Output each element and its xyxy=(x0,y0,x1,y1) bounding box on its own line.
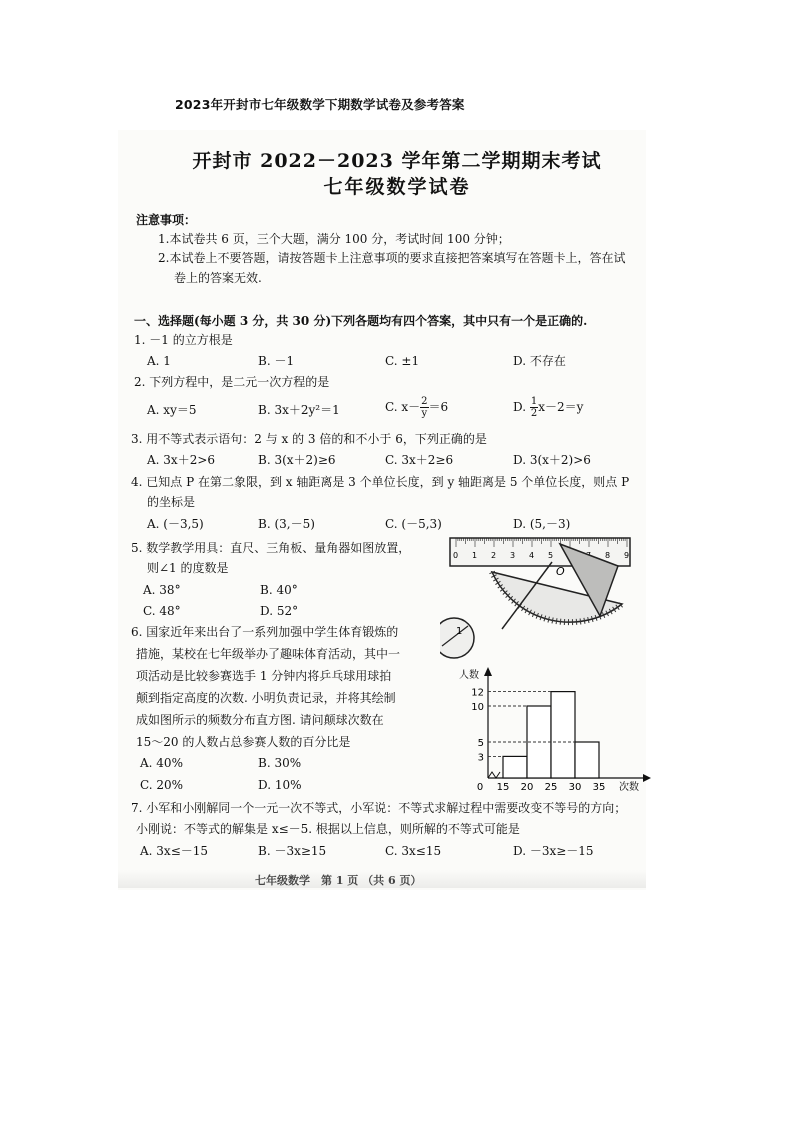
option-b: B. 40° xyxy=(260,583,298,597)
document-title: 2023年开封市七年级数学下期数学试卷及参考答案 xyxy=(175,97,465,112)
question-stem: 5. 数学教学用具：直尺、三角板、量角器如图放置， xyxy=(131,541,411,555)
option-a: A. xy＝5 xyxy=(147,403,197,417)
option-d: D. (5,－3) xyxy=(513,517,571,531)
note-item: 卷上的答案无效. xyxy=(174,271,262,285)
option-a: A. (－3,5) xyxy=(147,517,204,531)
option-c: C. 3x＋2≥6 xyxy=(385,453,454,467)
option-b: B. 3(x＋2)≥6 xyxy=(258,453,336,467)
y-tick-label: 10 xyxy=(471,702,484,713)
x-tick-label: 20 xyxy=(520,782,534,793)
option-c: C. 20% xyxy=(140,778,184,792)
x-tick-label: 35 xyxy=(592,782,606,793)
histogram-bar xyxy=(551,692,575,778)
option-a: A. 1 xyxy=(147,354,171,368)
option-b: B. －3x≥15 xyxy=(258,844,327,858)
question-stem-continued: 的坐标是 xyxy=(147,495,196,509)
y-axis-title: 人数 xyxy=(459,670,479,681)
option-d-suffix: x－2＝y xyxy=(538,400,584,414)
question-stem: 6. 国家近年来出台了一系列加强中学生体育锻炼的 xyxy=(131,625,399,639)
x-axis-arrow xyxy=(643,774,651,782)
option-c: C. (－5,3) xyxy=(385,517,442,531)
fraction xyxy=(420,396,428,419)
option-b: B. －1 xyxy=(258,354,295,368)
option-d xyxy=(513,396,583,419)
option-c-suffix: ＝6 xyxy=(428,400,449,414)
fraction-numerator: 2 xyxy=(421,396,428,407)
fraction xyxy=(530,396,538,419)
question-stem: 1. －1 的立方根是 xyxy=(134,333,233,347)
y-tick-label: 12 xyxy=(471,687,484,699)
x-tick-label: 15 xyxy=(496,782,510,793)
exam-title: 开封市 2022－2023 学年第二学期期末考试 xyxy=(192,150,602,172)
option-b: B. 3x＋2y²＝1 xyxy=(258,403,340,417)
question-stem-continued: 则∠1 的度数是 xyxy=(147,561,229,575)
option-b: B. (3,－5) xyxy=(258,517,315,531)
histogram-bar xyxy=(503,756,527,778)
note-item: 2.本试卷上不要答题，请按答题卡上注意事项的要求直接把答案填写在答题卡上，答在试 xyxy=(158,251,626,265)
option-d: D. －3x≥－15 xyxy=(513,844,594,858)
axis-break xyxy=(488,772,500,778)
y-axis-arrow xyxy=(484,667,492,676)
ruler-tick-label: 4 xyxy=(529,551,535,560)
ruler-tick-label: 9 xyxy=(624,551,630,560)
angle-label: 1 xyxy=(456,626,463,637)
ruler-tick-label: 1 xyxy=(472,551,478,560)
histogram-layer xyxy=(459,667,651,793)
option-d-prefix: D. xyxy=(513,400,530,414)
fraction-denominator: y xyxy=(421,408,428,419)
fraction-numerator: 1 xyxy=(530,396,538,407)
option-d: D. 不存在 xyxy=(513,354,566,368)
option-b: B. 30% xyxy=(258,756,302,770)
option-c: C. 3x≤15 xyxy=(385,844,442,858)
ruler-tick-label: 8 xyxy=(605,551,611,560)
option-c: C. 48° xyxy=(143,604,181,618)
question-stem: 3. 用不等式表示语句：2 与 x 的 3 倍的和不小于 6，下列正确的是 xyxy=(131,432,487,446)
question-stem-continued: 项活动是比较参赛选手 1 分钟内将乒乓球用球拍 xyxy=(136,669,392,683)
notes-heading: 注意事项： xyxy=(136,213,197,227)
x-tick-label: 25 xyxy=(544,782,558,793)
exam-subtitle: 七年级数学试卷 xyxy=(323,176,471,198)
y-tick-label: 5 xyxy=(477,738,484,749)
question-stem-continued: 15～20 的人数占总参赛人数的百分比是 xyxy=(136,735,351,749)
option-a: A. 3x＋2>6 xyxy=(147,453,216,467)
option-a: A. 3x≤－15 xyxy=(140,844,209,858)
option-c-prefix: C. x－ xyxy=(385,400,421,414)
question-stem-continued: 成如图所示的频数分布直方图. 请问颠球次数在 xyxy=(136,713,384,727)
ruler-tick-label: 3 xyxy=(510,551,516,560)
question-stem-continued: 颠到指定高度的次数. 小明负责记录，并将其绘制 xyxy=(136,691,396,705)
option-c xyxy=(385,396,448,419)
x-axis-title: 次数 xyxy=(619,782,639,793)
question-stem-continued: 小刚说：不等式的解集是 x≤－5. 根据以上信息，则所解的不等式可能是 xyxy=(136,822,520,836)
option-a: A. 40% xyxy=(140,756,183,770)
question-stem: 7. 小军和小刚解同一个一元一次不等式，小军说：不等式求解过程中需要改变不等号的方向； xyxy=(131,801,627,815)
option-a: A. 38° xyxy=(143,583,181,597)
ruler-tick-label: 5 xyxy=(548,551,554,560)
section-heading: 一、选择题(每小题 3 分，共 30 分)下列各题均有四个答案，其中只有一个是正确的. xyxy=(134,314,588,328)
frequency-histogram xyxy=(455,664,655,798)
note-item: 1.本试卷共 6 页，三个大题，满分 100 分，考试时间 100 分钟； xyxy=(158,232,510,246)
histogram-bar xyxy=(575,742,599,778)
option-c: C. ±1 xyxy=(385,354,420,368)
page-footer: 七年级数学 第 1 页 （共 6 页） xyxy=(255,874,422,887)
question-stem: 4. 已知点 P 在第二象限，到 x 轴距离是 3 个单位长度，到 y 轴距离是 5 个单位长度，则点 P xyxy=(131,475,630,489)
fraction-denominator: 2 xyxy=(530,408,538,419)
x-tick-label: 30 xyxy=(568,782,582,793)
ruler-tick-label: 2 xyxy=(491,551,497,560)
point-o-label: O xyxy=(556,565,565,578)
option-d: D. 3(x＋2)>6 xyxy=(513,453,591,467)
question-stem: 2. 下列方程中，是二元一次方程的是 xyxy=(134,375,330,389)
question-stem-continued: 措施，某校在七年级举办了趣味体育活动，其中一 xyxy=(136,647,401,661)
ruler-tick-label: 0 xyxy=(453,551,459,560)
option-d: D. 10% xyxy=(258,778,302,792)
ruler-protractor-figure xyxy=(440,534,640,664)
option-d: D. 52° xyxy=(260,604,299,618)
x-tick-label: 0 xyxy=(476,782,484,793)
magnifier xyxy=(440,618,474,658)
y-tick-label: 3 xyxy=(477,752,484,764)
